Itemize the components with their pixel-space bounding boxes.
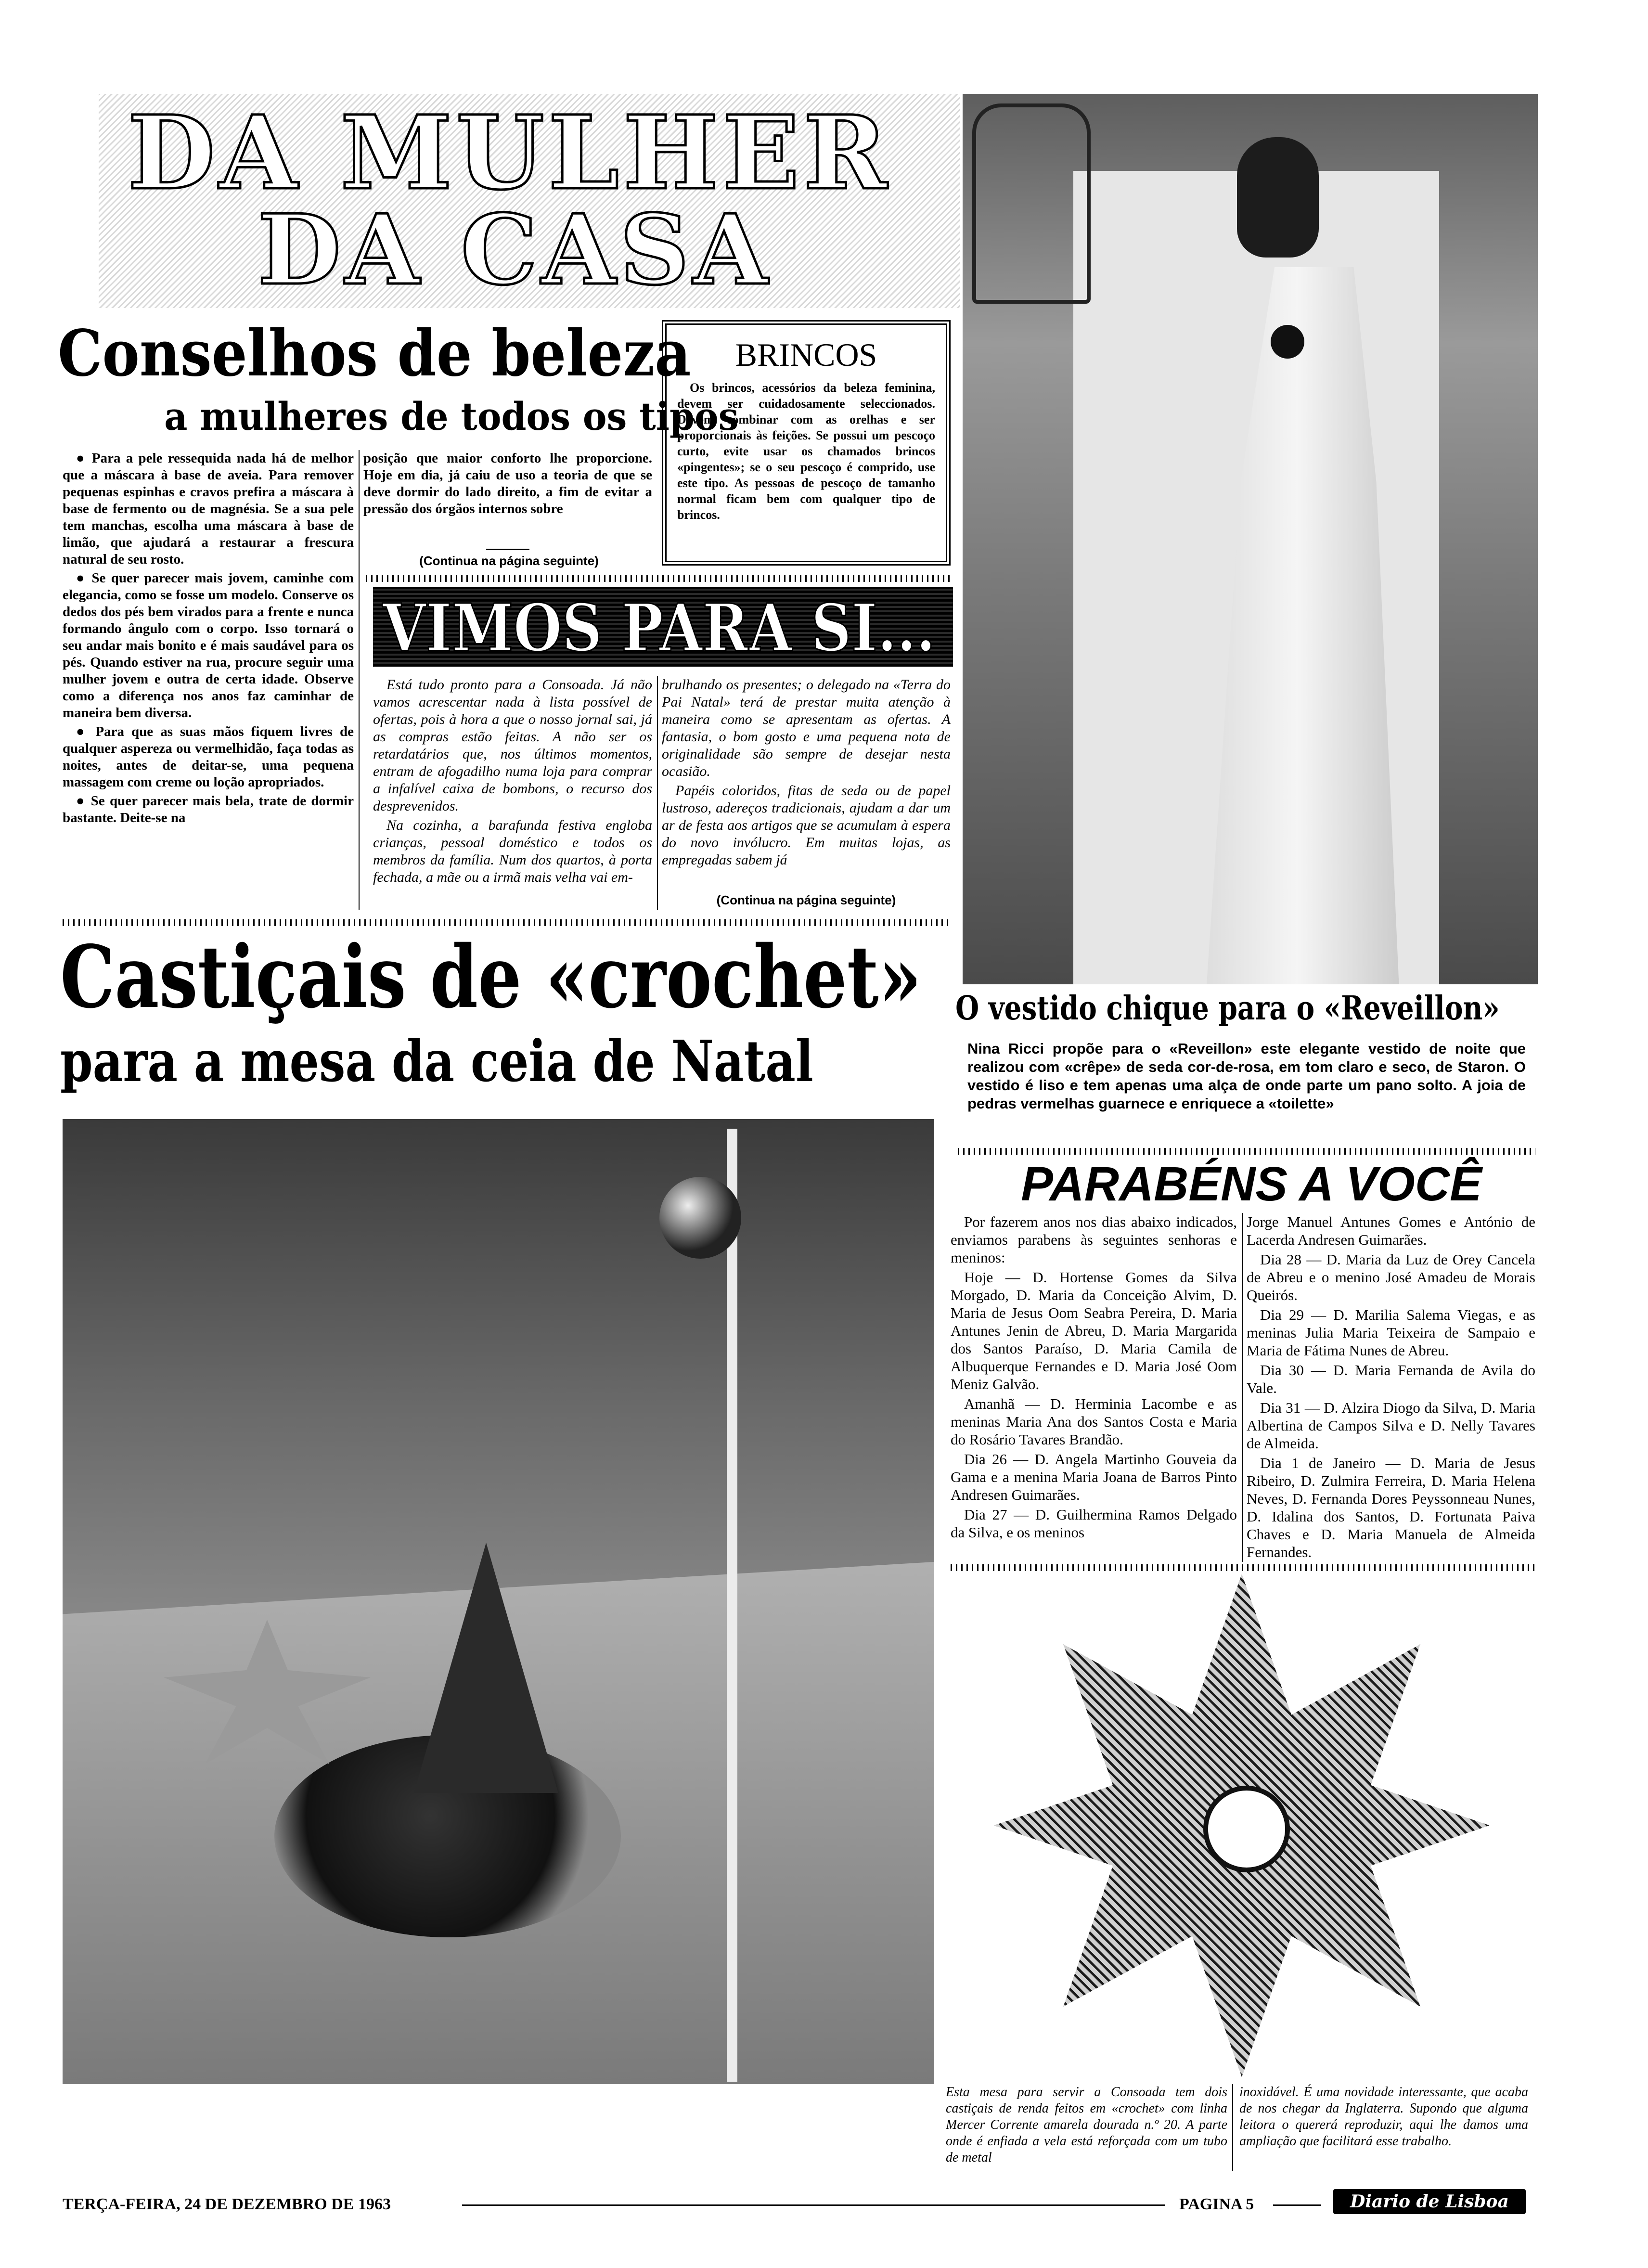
crochet-star-center [1203,1786,1290,1872]
jewel-shape [1271,325,1304,359]
fashion-photo [963,94,1538,984]
ornament-ball [659,1177,741,1259]
ornamental-rule [951,1564,1535,1571]
vimos-title: VIMOS PARA SI... [383,590,936,667]
conselhos-title: Conselhos de beleza [58,316,691,391]
conselhos-paragraph: ● Se quer parecer mais bela, trate de dormir bastante. Deite-se na [63,793,354,825]
vimos-paragraph: brulhando os presentes; o delegado na «Terra do Pai Natal» terá de prestar muita atenção à maneira como se apresentam as ofertas. A fantasia, o bom gosto e uma pequena nota de originalidade são sempre de desejar nesta ocasião. [662,677,951,779]
conselhos-paragraph: ● Para a pele ressequida nada há de melhor que a máscara à base de aveia. Para remover pequenas espinhas e cravos prefira a máscara à base de fermento ou de magnésia. Se a sua pele tem manchas, escolha uma máscara à base de limão, que ajudará a restaurar a frescura natural de seu rosto. [63,451,354,567]
parabens-paragraph: Dia 28 — D. Maria da Luz de Orey Cancela de Abreu e o menino José Amadeu de Morais Queirós. [1247,1251,1535,1303]
conselhos-column-1 [63,450,354,910]
parabens-paragraph: Por fazerem anos nos dias abaixo indicados, enviamos parabens às seguintes senhoras e meninos: [951,1213,1237,1266]
masthead-line1: DA MULHER [128,94,891,212]
column-divider [359,450,360,910]
brincos-title: BRINCOS [735,336,877,373]
ornamental-rule [63,919,951,926]
model-head [1237,137,1319,258]
conselhos-subtitle: a mulheres de todos os tipos [164,394,739,439]
parabens-paragraph: Dia 30 — D. Maria Fernanda de Avila do Vale. [1247,1362,1535,1396]
parabens-paragraph: Dia 29 — D. Marilia Salema Viegas, e as meninas Julia Maria Teixeira de Sampaio e Maria de Fátima Nunes de Abreu. [1247,1306,1535,1359]
column-divider [1242,1213,1243,1562]
vestido-caption: Nina Ricci propõe para o «Reveillon» este elegante vestido de noite que realizou com «crêpe» de seda cor-de-rosa, em tom claro e seco, de Staron. O vestido é liso e tem apenas uma alça de onde parte um pano solto. A joia de pedras vermelhas guarnece e enriquece a «toilette» [967,1040,1526,1112]
casticais-subtitle: para a mesa da ceia de Natal [60,1028,813,1095]
section-masthead [99,94,960,308]
parabens-column-2 [1247,1213,1535,1564]
footer-rule-short [1273,2204,1321,2206]
parabens-paragraph: Dia 26 — D. Angela Martinho Gouveia da Gama e a menina Maria Joana de Barros Pinto Andresen Guimarães. [951,1451,1237,1503]
crochet-star-photo [955,1574,1531,2077]
vimos-paragraph: Papéis coloridos, fitas de seda ou de papel lustroso, adereços tradicionais, ajudam a dar um ar de festa aos artigos que se acumulam à espera do novo invólucro. Em muitas lojas, as empregadas sabem já [662,783,951,868]
ornamental-rule [958,1148,1535,1155]
parabens-title: PARABÉNS A VOCÊ [1021,1157,1482,1211]
brincos-body: Os brincos, acessórios da beleza feminina, devem ser cuidadosamente seleccionados. Devem combinar com as orelhas e ser proporcionais às feições. Se possui um pescoço curto, evite usar os chamados brincos «pingentes»; se o seu pescoço é comprido, use este tipo. As pessoas de pescoço de tamanho normal ficam bem com qualquer tipo de brincos. [677,381,935,522]
table-photo [63,1119,934,2084]
parabens-paragraph: Dia 27 — D. Guilhermina Ramos Delgado da Silva, e os meninos [951,1506,1237,1541]
casticais-caption-1: Esta mesa para servir a Consoada tem dois castiçais de renda feitos em «crochet» com linha Mercer Corrente amarela dourada n.º 20. A parte onde é enfiada a vela está reforçada com um tubo de metal [946,2085,1227,2165]
vimos-column-2 [662,676,951,883]
vimos-continua: (Continua na página seguinte) [716,893,896,907]
casticais-title: Castiçais de «crochet» [60,927,922,1027]
vimos-column-1 [373,676,652,910]
parabens-paragraph: Amanhã — D. Herminia Lacombe e as meninas Maria Ana dos Santos Costa e Maria do Rosário Tavares Brandão. [951,1395,1237,1448]
column-divider [657,676,658,910]
conselhos-paragraph: ● Para que as suas mãos fiquem livres de qualquer aspereza ou vermelhidão, faça todas as noites, antes de deitar-se, uma pequena massagem com creme ou loção apropriados. [63,724,354,790]
parabens-paragraph: Dia 31 — D. Alzira Diogo da Silva, D. Maria Albertina de Campos Silva e D. Nelly Tavares de Almeida. [1247,1399,1535,1452]
conselhos-continua: (Continua na página seguinte) [419,554,599,568]
vestido-headline: O vestido chique para o «Reveillon» [955,989,1500,1028]
vimos-banner [373,587,953,667]
ornamental-rule [366,575,951,582]
footer-page: PAGINA 5 [1179,2195,1254,2213]
vimos-paragraph: Na cozinha, a barafunda festiva engloba crianças, pessoal doméstico e todos os membros da família. Num dos quartos, à porta fechada, a mãe ou a irmã mais velha vai em- [373,817,652,885]
vimos-paragraph: Está tudo pronto para a Consoada. Já não vamos acrescentar nada à lista possível de ofertas, pois à hora a que o nosso jornal sai, já as compras estão feitas. A não ser os retardatários que, nos últimos momentos, entram de afogadilho numa loja para comprar a infalível caixa de bombons, o recurso dos desprevenidos. [373,677,652,814]
conselhos-divider-dash [486,549,529,550]
parabens-paragraph: Dia 1 de Janeiro — D. Maria de Jesus Ribeiro, D. Zulmira Ferreira, D. Maria Helena Neves, D. Fernanda Dores Peyssonneau Nunes, D. Idalina dos Santos, D. Fortunata Paiva Chaves e D. Maria Manuela de Almeida Fernandes. [1247,1455,1535,1560]
conselhos-paragraph: posição que maior conforto lhe proporcione. Hoje em dia, já caiu de uso a teoria de que se deve dormir do lado direito, a fim de evitar a pressão dos órgãos internos sobre [363,451,652,516]
parabens-column-1 [951,1213,1237,1564]
brincos-box [662,320,951,566]
footer-rule [462,2204,1165,2206]
footer-paper-logo: Diario de Lisboa [1333,2189,1526,2214]
casticais-caption-2: inoxidável. É uma novidade interessante, que acaba de nos chegar da Inglaterra. Supondo que alguma leitora o quererá reproduzir, aqui lhe damos uma ampliação que facilitará esse trabalho. [1239,2085,1528,2149]
masthead-line2: DA CASA [258,193,772,307]
conselhos-paragraph: ● Se quer parecer mais jovem, caminhe com elegancia, como se fosse um modelo. Conserve os dedos dos pés bem virados para a frente e nunca formando ângulo com o corpo. Isso tornará o seu andar mais bonito e é mais saudável para os pés. Quando estiver na rua, procure seguir uma mulher jovem e outra de certa idade. Observe como a diferença nos anos faz caminhar de maneira bem diversa. [63,570,354,721]
candle-stick [727,1129,737,2082]
footer-date: TERÇA-FEIRA, 24 DE DEZEMBRO DE 1963 [63,2195,391,2213]
sconce-shape [972,103,1091,304]
conselhos-column-2 [363,450,652,551]
parabens-paragraph: Jorge Manuel Antunes Gomes e António de Lacerda Andresen Guimarães. [1247,1213,1535,1248]
parabens-paragraph: Hoje — D. Hortense Gomes da Silva Morgado, D. Maria da Conceição Alvim, D. Maria de Jesus Oom Seabra Pereira, D. Maria Antunes Jenin de Abreu, D. Maria Margarida dos Santos Paraíso, D. Maria Camila de Albuquerque Fernandes e D. Maria José Oom Meniz Galvão. [951,1269,1237,1392]
column-divider [1232,2084,1233,2171]
